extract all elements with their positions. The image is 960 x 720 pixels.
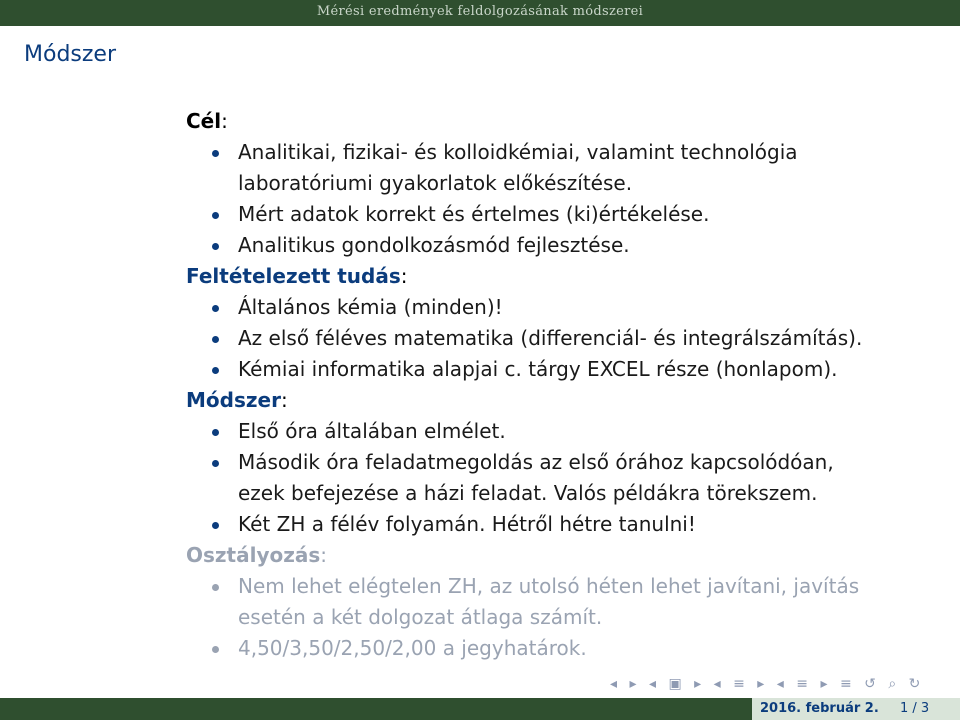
bullet-icon (212, 522, 219, 529)
bullet-icon (212, 243, 219, 250)
section-osztalyozas: Osztályozás: (186, 543, 328, 567)
nav-prev-icon[interactable]: ◂ (610, 676, 619, 692)
section-modszer: Módszer: (186, 388, 288, 412)
header-bar (0, 0, 960, 26)
bullet-icon (212, 150, 219, 157)
list-item: Analitikai, fizikai- és kolloidkémiai, valamint technológia (238, 137, 946, 168)
nav-frame-next-icon[interactable]: ▸ (694, 676, 703, 692)
list-item: Kémiai informatika alapjai c. tárgy EXCEL része (honlapom). (238, 354, 946, 385)
section-cel: Cél: (186, 109, 228, 133)
footer-date: 2016. február 2. (760, 701, 879, 716)
section-tudas: Feltételezett tudás: (186, 264, 408, 288)
section-title: Osztályozás (186, 543, 321, 567)
nav-section-next-icon[interactable]: ▸ (820, 676, 829, 692)
list-item: Nem lehet elégtelen ZH, az utolsó héten lehet javítani, javítás (238, 571, 946, 602)
nav-back-icon[interactable]: ↺ (864, 676, 877, 692)
nav-frame-icon[interactable]: ▣ (668, 676, 683, 692)
section-osztalyozas-wrapper (186, 540, 946, 664)
navigation-controls[interactable] (610, 676, 927, 692)
bullet-icon (212, 429, 219, 436)
list-osztalyozas (186, 571, 946, 664)
nav-section-icon[interactable]: ≡ (796, 676, 809, 692)
bullet-icon (212, 336, 219, 343)
nav-search-icon[interactable]: ⌕ (888, 676, 898, 692)
list-item-continuation: laboratóriumi gyakorlatok előkészítése. (238, 171, 633, 195)
nav-subsection-next-icon[interactable]: ▸ (757, 676, 766, 692)
slide-content (186, 106, 946, 664)
presentation-title: Mérési eredmények feldolgozásának módszerei (316, 4, 644, 19)
list-item: Két ZH a félév folyamán. Hétről hétre tanulni! (238, 509, 946, 540)
bullet-icon (212, 646, 219, 653)
nav-subsection-prev-icon[interactable]: ◂ (713, 676, 722, 692)
list-modszer (186, 416, 946, 540)
bullet-icon (212, 584, 219, 591)
bullet-icon (212, 460, 219, 467)
bullet-icon (212, 367, 219, 374)
list-item: Első óra általában elmélet. (238, 416, 946, 447)
nav-subsection-icon[interactable]: ≡ (733, 676, 746, 692)
section-title: Feltételezett tudás (186, 264, 401, 288)
section-title: Módszer (186, 388, 281, 412)
list-cel (186, 137, 946, 261)
list-item: Mért adatok korrekt és értelmes (ki)értékelése. (238, 199, 946, 230)
nav-forward-icon[interactable]: ↻ (908, 676, 922, 692)
footer-bar (0, 698, 960, 720)
list-item: 4,50/3,50/2,50/2,00 a jegyhatárok. (238, 633, 946, 664)
footer-left-bar (0, 698, 752, 720)
list-item-continuation: esetén a két dolgozat átlaga számít. (238, 605, 603, 629)
nav-frame-prev-icon[interactable]: ◂ (648, 676, 657, 692)
list-item: Az első féléves matematika (differenciál- és integrálszámítás). (238, 323, 946, 354)
nav-next-icon[interactable]: ▸ (629, 676, 638, 692)
nav-section-prev-icon[interactable]: ◂ (776, 676, 785, 692)
list-item: Általános kémia (minden)! (238, 292, 946, 323)
list-tudas (186, 292, 946, 385)
nav-document-icon[interactable]: ≡ (839, 676, 853, 692)
page-number: 1 / 3 (900, 701, 930, 716)
list-item-continuation: ezek befejezése a házi feladat. Valós példákra törekszem. (238, 481, 818, 505)
section-title: Cél (186, 109, 222, 133)
bullet-icon (212, 305, 219, 312)
bullet-icon (212, 212, 219, 219)
list-item: Második óra feladatmegoldás az első órához kapcsolódóan, (238, 447, 946, 478)
frame-title: Módszer (24, 42, 116, 67)
list-item: Analitikus gondolkozásmód fejlesztése. (238, 230, 946, 261)
